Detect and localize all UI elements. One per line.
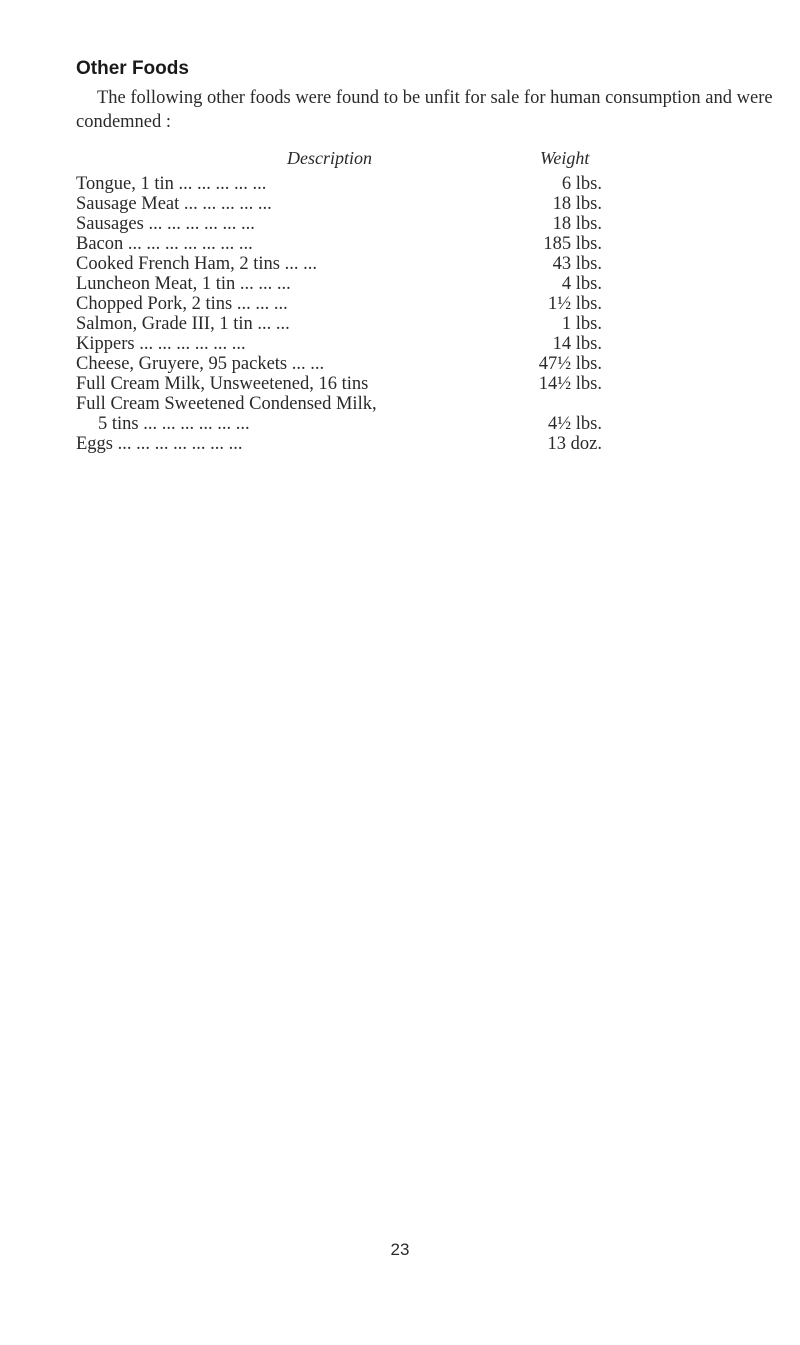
food-row bbox=[76, 194, 602, 214]
food-description: Full Cream Milk, Unsweetened, 16 tins bbox=[76, 374, 369, 394]
food-row bbox=[76, 394, 602, 414]
food-weight: 18 lbs. bbox=[552, 214, 602, 234]
food-row bbox=[76, 274, 602, 294]
food-weight: 185 lbs. bbox=[543, 234, 602, 254]
food-row bbox=[76, 434, 602, 454]
food-description: Full Cream Sweetened Condensed Milk, bbox=[76, 394, 377, 414]
food-row bbox=[76, 354, 602, 374]
food-row bbox=[76, 174, 602, 194]
food-row bbox=[76, 254, 602, 274]
condemned-foods-list bbox=[76, 174, 602, 454]
food-row bbox=[76, 294, 602, 314]
food-description: Luncheon Meat, 1 tin ... ... ... bbox=[76, 274, 291, 294]
food-description: Sausages ... ... ... ... ... ... bbox=[76, 214, 255, 234]
food-description: Cheese, Gruyere, 95 packets ... ... bbox=[76, 354, 325, 374]
weight-column-header: Weight bbox=[540, 148, 590, 168]
food-description: Salmon, Grade III, 1 tin ... ... bbox=[76, 314, 290, 334]
description-column-header: Description bbox=[287, 148, 372, 168]
food-row-continuation bbox=[76, 414, 602, 434]
food-row bbox=[76, 334, 602, 354]
food-description: Chopped Pork, 2 tins ... ... ... bbox=[76, 294, 288, 314]
food-description: Eggs ... ... ... ... ... ... ... bbox=[76, 434, 243, 454]
food-description: 5 tins ... ... ... ... ... ... bbox=[98, 414, 250, 434]
section-heading: Other Foods bbox=[76, 58, 189, 79]
food-row bbox=[76, 314, 602, 334]
food-weight: 47½ lbs. bbox=[538, 354, 602, 374]
food-weight: 1 lbs. bbox=[561, 314, 602, 334]
food-description: Tongue, 1 tin ... ... ... ... ... bbox=[76, 174, 267, 194]
food-description: Cooked French Ham, 2 tins ... ... bbox=[76, 254, 317, 274]
food-description: Bacon ... ... ... ... ... ... ... bbox=[76, 234, 253, 254]
food-weight: 13 doz. bbox=[547, 434, 602, 454]
food-weight: 6 lbs. bbox=[561, 174, 602, 194]
food-row bbox=[76, 214, 602, 234]
food-weight: 4½ lbs. bbox=[548, 414, 602, 434]
food-weight: 1½ lbs. bbox=[548, 294, 602, 314]
food-weight: 43 lbs. bbox=[552, 254, 602, 274]
food-description: Kippers ... ... ... ... ... ... bbox=[76, 334, 246, 354]
food-weight: 14 lbs. bbox=[552, 334, 602, 354]
page-number: 23 bbox=[390, 1240, 410, 1259]
food-weight: 18 lbs. bbox=[552, 194, 602, 214]
food-weight: 4 lbs. bbox=[561, 274, 602, 294]
food-weight: 14½ lbs. bbox=[538, 374, 602, 394]
food-description: Sausage Meat ... ... ... ... ... bbox=[76, 194, 272, 214]
intro-paragraph: The following other foods were found to be unfit for sale for human consumption and were condemned : bbox=[76, 88, 773, 132]
food-row bbox=[76, 234, 602, 254]
food-row bbox=[76, 374, 602, 394]
